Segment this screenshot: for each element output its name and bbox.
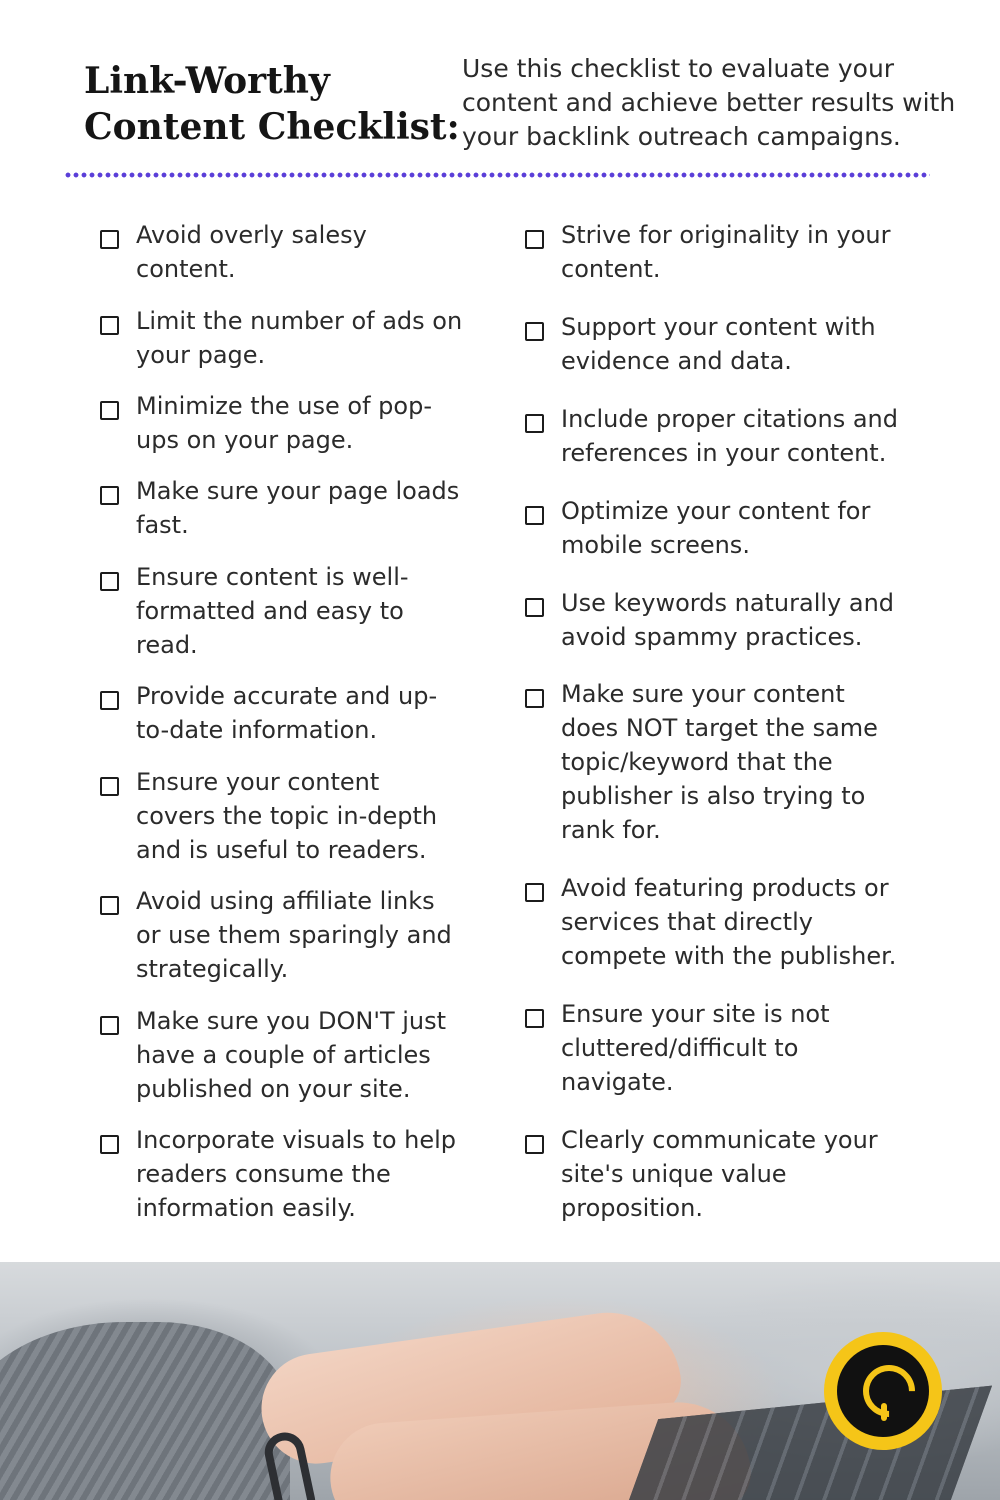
checklist-item-line: does NOT target the same xyxy=(561,714,878,742)
empty-checkbox-icon[interactable] xyxy=(100,777,119,796)
checklist-item-text xyxy=(136,560,409,662)
checklist-item[interactable] xyxy=(100,474,459,542)
empty-checkbox-icon[interactable] xyxy=(525,506,544,525)
checklist-item-line: Avoid featuring products or xyxy=(561,874,889,902)
checklist-item-line: fast. xyxy=(136,511,189,539)
empty-checkbox-icon[interactable] xyxy=(100,691,119,710)
title-line-2: Content Checklist: xyxy=(84,106,460,148)
checklist-item-line: Strive for originality in your xyxy=(561,221,891,249)
checklist-item-line: Use keywords naturally and xyxy=(561,589,895,617)
checklist-item-text xyxy=(561,1123,878,1225)
checklist-item[interactable] xyxy=(525,997,830,1099)
checklist-item-line: and is useful to readers. xyxy=(136,836,427,864)
checklist-item[interactable] xyxy=(525,871,896,973)
checklist-item[interactable] xyxy=(525,586,894,654)
empty-checkbox-icon[interactable] xyxy=(100,316,119,335)
checklist-item-line: Ensure your site is not xyxy=(561,1000,830,1028)
checklist-item-text xyxy=(136,218,367,286)
checklist-item-text xyxy=(561,218,891,286)
checklist-item[interactable] xyxy=(525,677,878,847)
checklist-item-line: publisher is also trying to xyxy=(561,782,866,810)
checklist-item-line: Make sure you DON'T just xyxy=(136,1007,447,1035)
checklist-item-line: Provide accurate and up- xyxy=(136,682,438,710)
checklist-item-text xyxy=(136,389,432,457)
checklist-item-line: published on your site. xyxy=(136,1075,411,1103)
intro-line-3: your backlink outreach campaigns. xyxy=(462,122,901,151)
checklist-item[interactable] xyxy=(100,1123,456,1225)
checklist-item-line: Minimize the use of pop- xyxy=(136,392,432,420)
checklist-item-line: readers consume the xyxy=(136,1160,391,1188)
checklist-item-line: information easily. xyxy=(136,1194,356,1222)
checklist-item-text xyxy=(136,1123,456,1225)
intro-line-2: content and achieve better results with xyxy=(462,88,956,117)
checklist-item-line: Include proper citations and xyxy=(561,405,898,433)
checklist-item[interactable] xyxy=(100,560,409,662)
page-title xyxy=(84,58,464,150)
empty-checkbox-icon[interactable] xyxy=(525,230,544,249)
checklist-item-text xyxy=(136,474,459,542)
checklist-item-line: references in your content. xyxy=(561,439,887,467)
checklist-item-text xyxy=(561,997,830,1099)
empty-checkbox-icon[interactable] xyxy=(525,1135,544,1154)
empty-checkbox-icon[interactable] xyxy=(525,322,544,341)
checklist-item-text xyxy=(136,679,437,747)
checklist-item-line: topic/keyword that the xyxy=(561,748,833,776)
checklist-item-line: mobile screens. xyxy=(561,531,750,559)
empty-checkbox-icon[interactable] xyxy=(525,689,544,708)
checklist-item-line: content. xyxy=(136,255,236,283)
checklist-item-text xyxy=(136,304,462,372)
empty-checkbox-icon[interactable] xyxy=(100,572,119,591)
dotted-divider xyxy=(64,172,930,178)
checklist-item[interactable] xyxy=(100,304,462,372)
checklist-item-line: your page. xyxy=(136,341,266,369)
checklist-item-line: cluttered/difficult to xyxy=(561,1034,799,1062)
empty-checkbox-icon[interactable] xyxy=(100,486,119,505)
checklist-item-line: read. xyxy=(136,631,198,659)
checklist-item-line: services that directly xyxy=(561,908,813,936)
checklist-item[interactable] xyxy=(100,679,437,747)
checklist-item-line: Limit the number of ads on xyxy=(136,307,463,335)
checklist-item-line: formatted and easy to xyxy=(136,597,404,625)
checklist-item[interactable] xyxy=(525,218,891,286)
checklist-item-line: covers the topic in-depth xyxy=(136,802,438,830)
checklist-item-line: Make sure your page loads xyxy=(136,477,460,505)
empty-checkbox-icon[interactable] xyxy=(525,1009,544,1028)
checklist-item-text xyxy=(561,494,870,562)
checklist-item-text xyxy=(561,402,898,470)
checklist-item-line: Incorporate visuals to help xyxy=(136,1126,457,1154)
checklist-item-text xyxy=(561,586,894,654)
checklist-item-line: compete with the publisher. xyxy=(561,942,897,970)
checklist-item-text xyxy=(136,884,452,986)
empty-checkbox-icon[interactable] xyxy=(100,1135,119,1154)
checklist-item-text xyxy=(561,871,896,973)
checklist-item[interactable] xyxy=(100,1004,446,1106)
checklist-item-line: evidence and data. xyxy=(561,347,792,375)
header xyxy=(0,0,1000,190)
empty-checkbox-icon[interactable] xyxy=(525,414,544,433)
empty-checkbox-icon[interactable] xyxy=(100,1016,119,1035)
checklist-item-line: Avoid using affiliate links xyxy=(136,887,435,915)
brand-logo-icon xyxy=(824,1332,942,1450)
intro-line-1: Use this checklist to evaluate your xyxy=(462,54,895,83)
checklist-item-line: Make sure your content xyxy=(561,680,845,708)
checklist-item-line: Clearly communicate your xyxy=(561,1126,878,1154)
checklist-item-line: Ensure your content xyxy=(136,768,380,796)
checklist-item[interactable] xyxy=(525,494,870,562)
checklist-item-line: have a couple of articles xyxy=(136,1041,431,1069)
checklist-item-line: Optimize your content for xyxy=(561,497,871,525)
checklist-item[interactable] xyxy=(525,310,876,378)
checklist-item-line: Support your content with xyxy=(561,313,876,341)
checklist-item-line: avoid spammy practices. xyxy=(561,623,863,651)
checklist-item-text xyxy=(561,310,876,378)
title-line-1: Link-Worthy xyxy=(84,60,330,102)
checklist-item-text xyxy=(561,677,878,847)
checklist-item[interactable] xyxy=(100,389,432,457)
checklist-item-text xyxy=(136,1004,446,1106)
checklist-item[interactable] xyxy=(100,884,452,986)
checklist-item-line: site's unique value xyxy=(561,1160,787,1188)
sweater-sleeve xyxy=(0,1322,290,1500)
checklist-item-line: or use them sparingly and xyxy=(136,921,452,949)
checklist-item[interactable] xyxy=(100,765,437,867)
checklist-item-text xyxy=(136,765,437,867)
checklist-item-line: content. xyxy=(561,255,661,283)
checklist-item-line: rank for. xyxy=(561,816,661,844)
empty-checkbox-icon[interactable] xyxy=(100,896,119,915)
empty-checkbox-icon[interactable] xyxy=(100,230,119,249)
hero-photo xyxy=(0,1262,1000,1500)
checklist-item-line: Avoid overly salesy xyxy=(136,221,367,249)
intro-text xyxy=(462,52,956,154)
checklist-item-line: strategically. xyxy=(136,955,289,983)
checklist-item[interactable] xyxy=(525,1123,878,1225)
checklist-item[interactable] xyxy=(525,402,898,470)
brand-logo-mark xyxy=(837,1345,929,1437)
checklist-item-line: ups on your page. xyxy=(136,426,354,454)
empty-checkbox-icon[interactable] xyxy=(100,401,119,420)
empty-checkbox-icon[interactable] xyxy=(525,598,544,617)
checklist-item-line: navigate. xyxy=(561,1068,674,1096)
checklist-item-line: proposition. xyxy=(561,1194,703,1222)
checklist-item[interactable] xyxy=(100,218,367,286)
checklist-item-line: Ensure content is well- xyxy=(136,563,409,591)
empty-checkbox-icon[interactable] xyxy=(525,883,544,902)
checklist-item-line: to-date information. xyxy=(136,716,378,744)
